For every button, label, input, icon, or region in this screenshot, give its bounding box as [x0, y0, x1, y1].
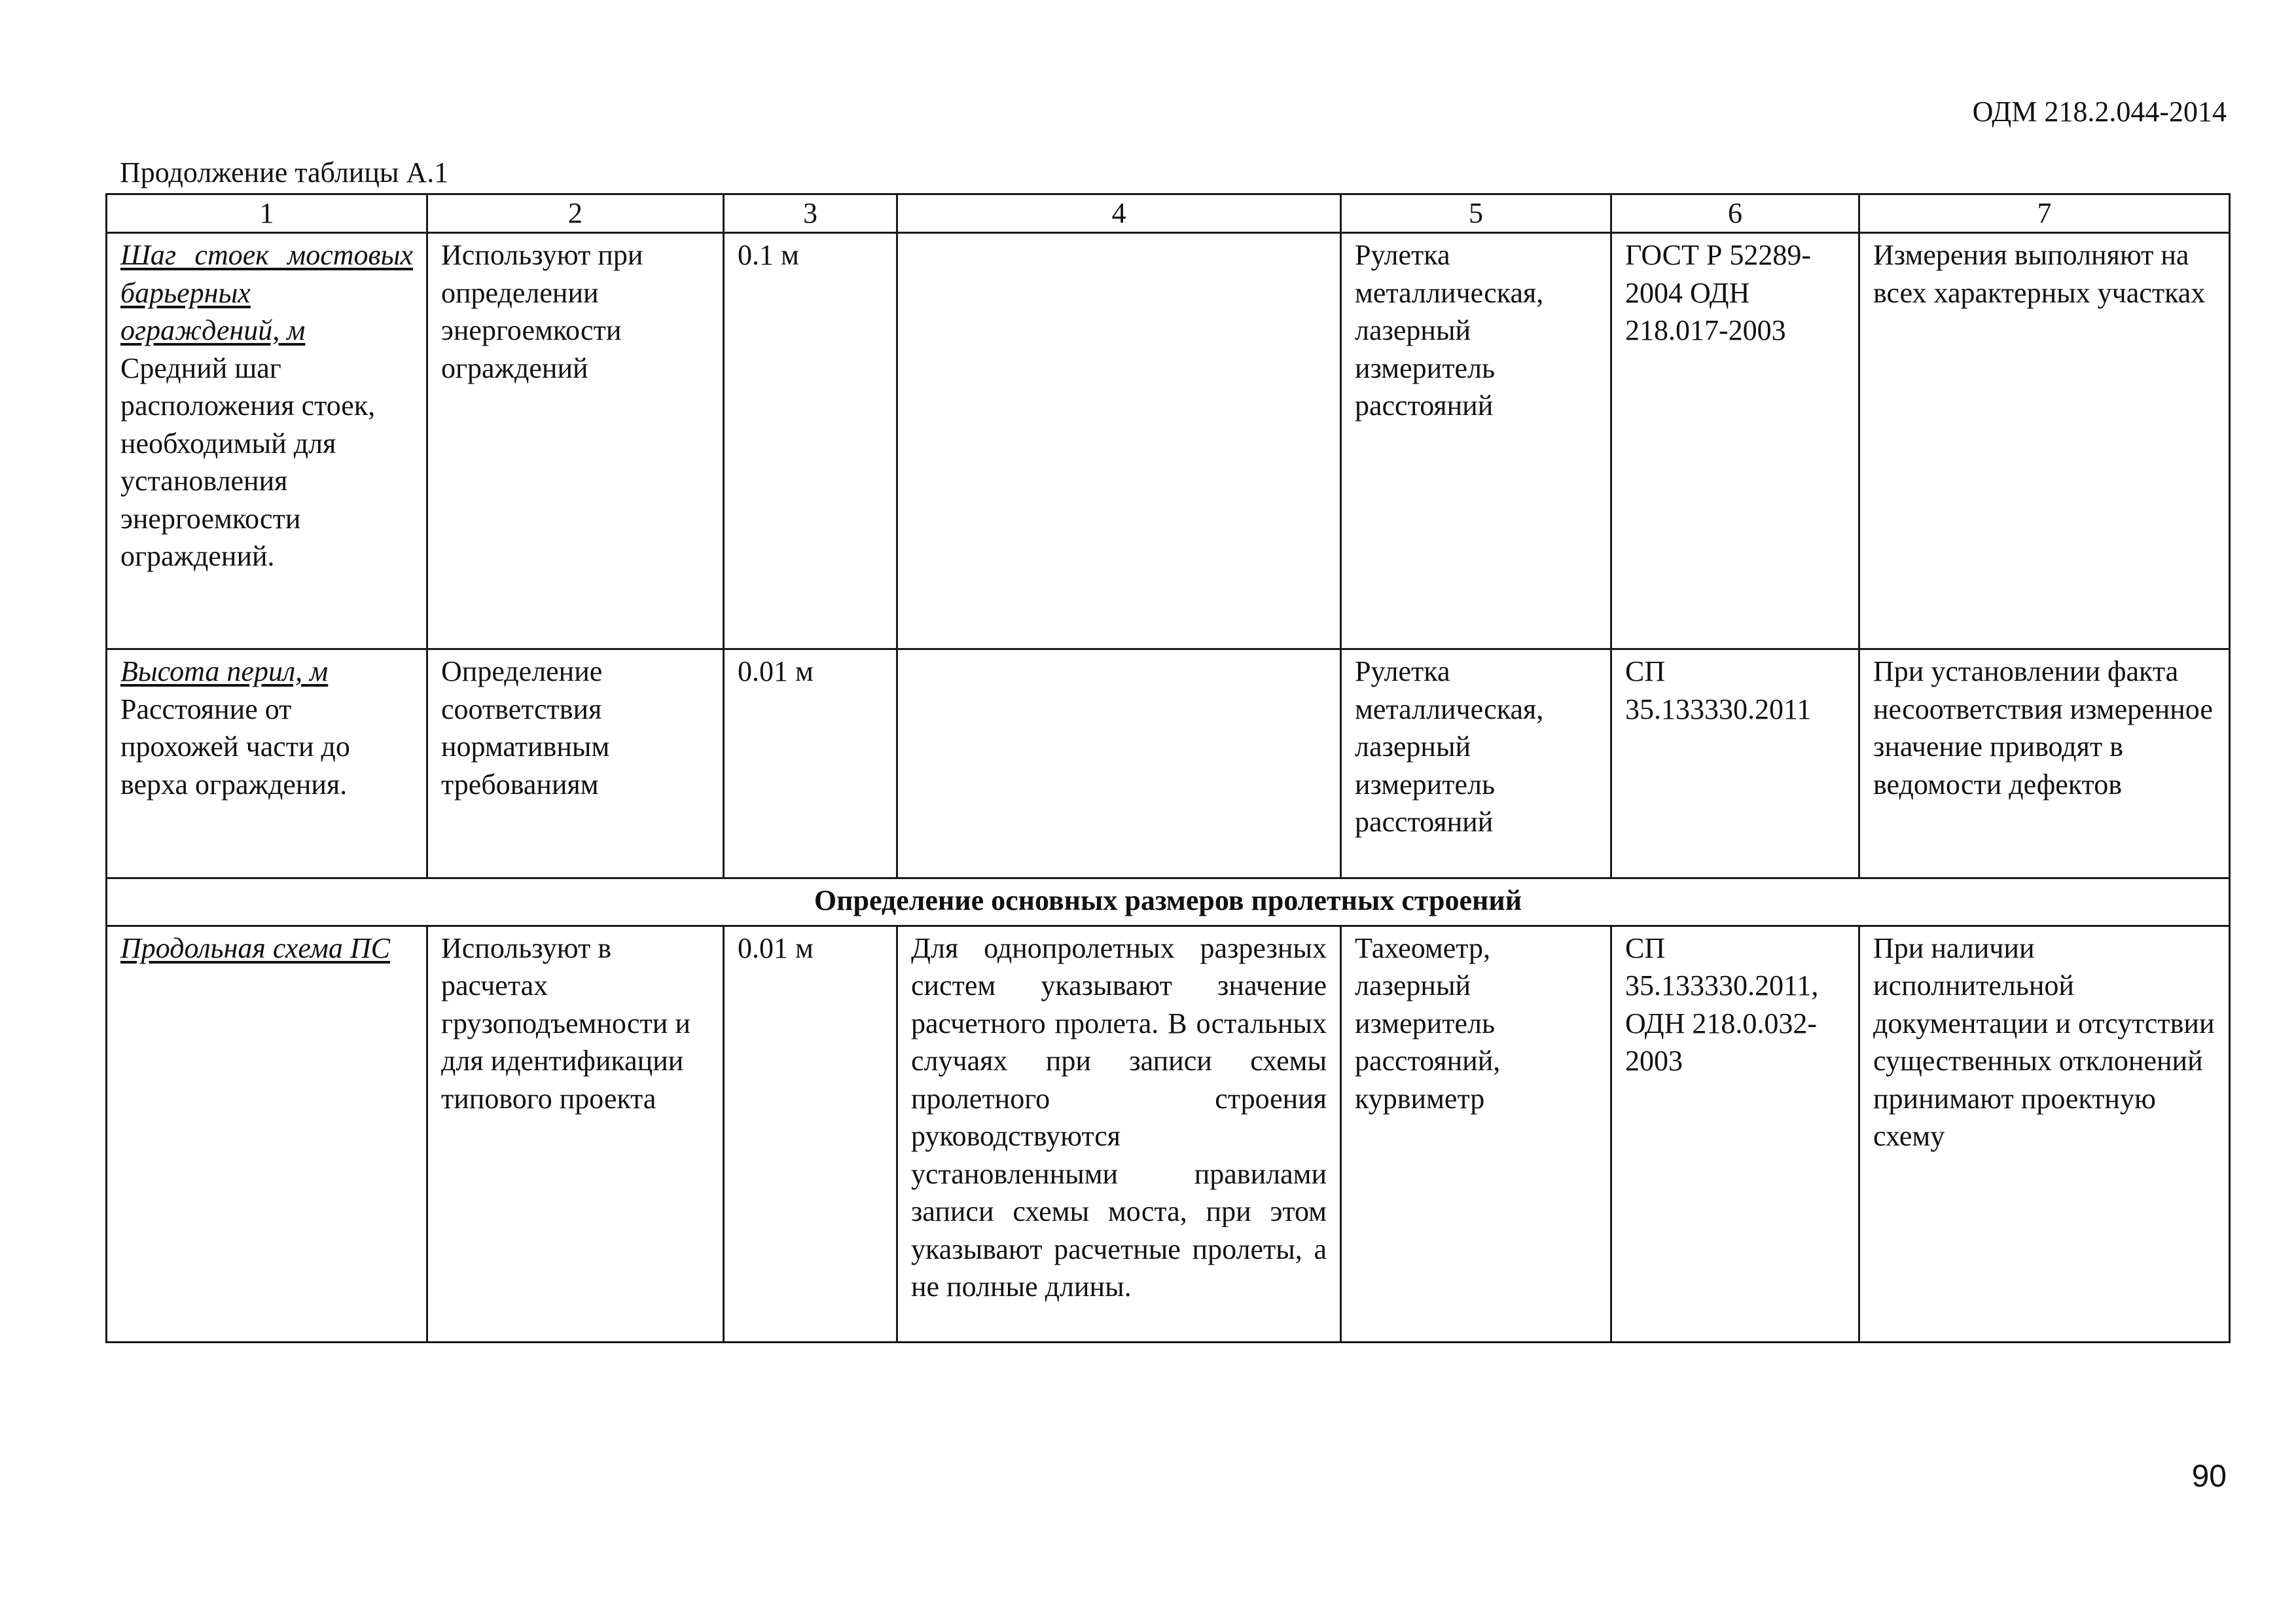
parameter-name: Продольная схема ПС [120, 931, 390, 964]
remarks-cell: При наличии исполнительной документации и отсутствии существенных отклонений принимают проектную схему [1859, 926, 2230, 1342]
remarks-cell: Измерения выполняют на всех характерных участках [1859, 233, 2230, 649]
purpose-cell: Определение соответствия нормативным требованиям [427, 649, 724, 878]
table-row [107, 649, 2230, 878]
section-header-row [107, 878, 2230, 926]
column-number: 6 [1611, 194, 1859, 233]
instrument-cell: Тахеометр, лазерный измеритель расстояний, курвиметр [1341, 926, 1611, 1342]
parameter-description: Расстояние от прохожей части до верха ограждения. [120, 693, 350, 801]
notes-cell [897, 649, 1341, 878]
instrument-cell: Рулетка металлическая, лазерный измеритель расстояний [1341, 649, 1611, 878]
column-number: 3 [724, 194, 897, 233]
parameter-cell [107, 926, 427, 1342]
parameter-name: Шаг стоек мостовых барьерных ограждений, м [120, 239, 413, 346]
table-row [107, 926, 2230, 1342]
standard-cell: ГОСТ Р 52289-2004 ОДН 218.017-2003 [1611, 233, 1859, 649]
column-number: 7 [1859, 194, 2230, 233]
standard-cell: СП 35.133330.2011 [1611, 649, 1859, 878]
column-number: 4 [897, 194, 1341, 233]
remarks-cell: При установлении факта несоответствия измеренное значение приводят в ведомости дефектов [1859, 649, 2230, 878]
section-title: Определение основных размеров пролетных строений [107, 878, 2230, 926]
notes-cell [897, 233, 1341, 649]
instrument-cell: Рулетка металлическая, лазерный измеритель расстояний [1341, 233, 1611, 649]
purpose-cell: Используют при определении энергоемкости ограждений [427, 233, 724, 649]
parameter-name: Высота перил, м [120, 655, 329, 687]
parameter-cell [107, 233, 427, 649]
accuracy-cell: 0.01 м [724, 649, 897, 878]
notes-cell: Для однопролетных разрезных систем указывают значение расчетного пролета. В остальных случаях при записи схемы пролетного строения руководствуются установленными правилами записи схемы моста, при этом указывают расчетные пролеты, а не полные длины. [897, 926, 1341, 1342]
parameter-description: Средний шаг расположения стоек, необходимый для установления энергоемкости ограждений. [120, 352, 376, 572]
table-header-row [107, 194, 2230, 233]
page-number: 90 [2191, 1459, 2227, 1494]
parameter-cell [107, 649, 427, 878]
accuracy-cell: 0.01 м [724, 926, 897, 1342]
purpose-cell: Используют в расчетах грузоподъемности и для идентификации типового проекта [427, 926, 724, 1342]
accuracy-cell: 0.1 м [724, 233, 897, 649]
table-row [107, 233, 2230, 649]
requirements-table [105, 193, 2231, 1343]
document-code: ОДМ 218.2.044-2014 [1972, 96, 2227, 128]
table-continuation-label: Продолжение таблицы А.1 [120, 156, 449, 189]
standard-cell: СП 35.133330.2011, ОДН 218.0.032-2003 [1611, 926, 1859, 1342]
column-number: 1 [107, 194, 427, 233]
column-number: 2 [427, 194, 724, 233]
column-number: 5 [1341, 194, 1611, 233]
